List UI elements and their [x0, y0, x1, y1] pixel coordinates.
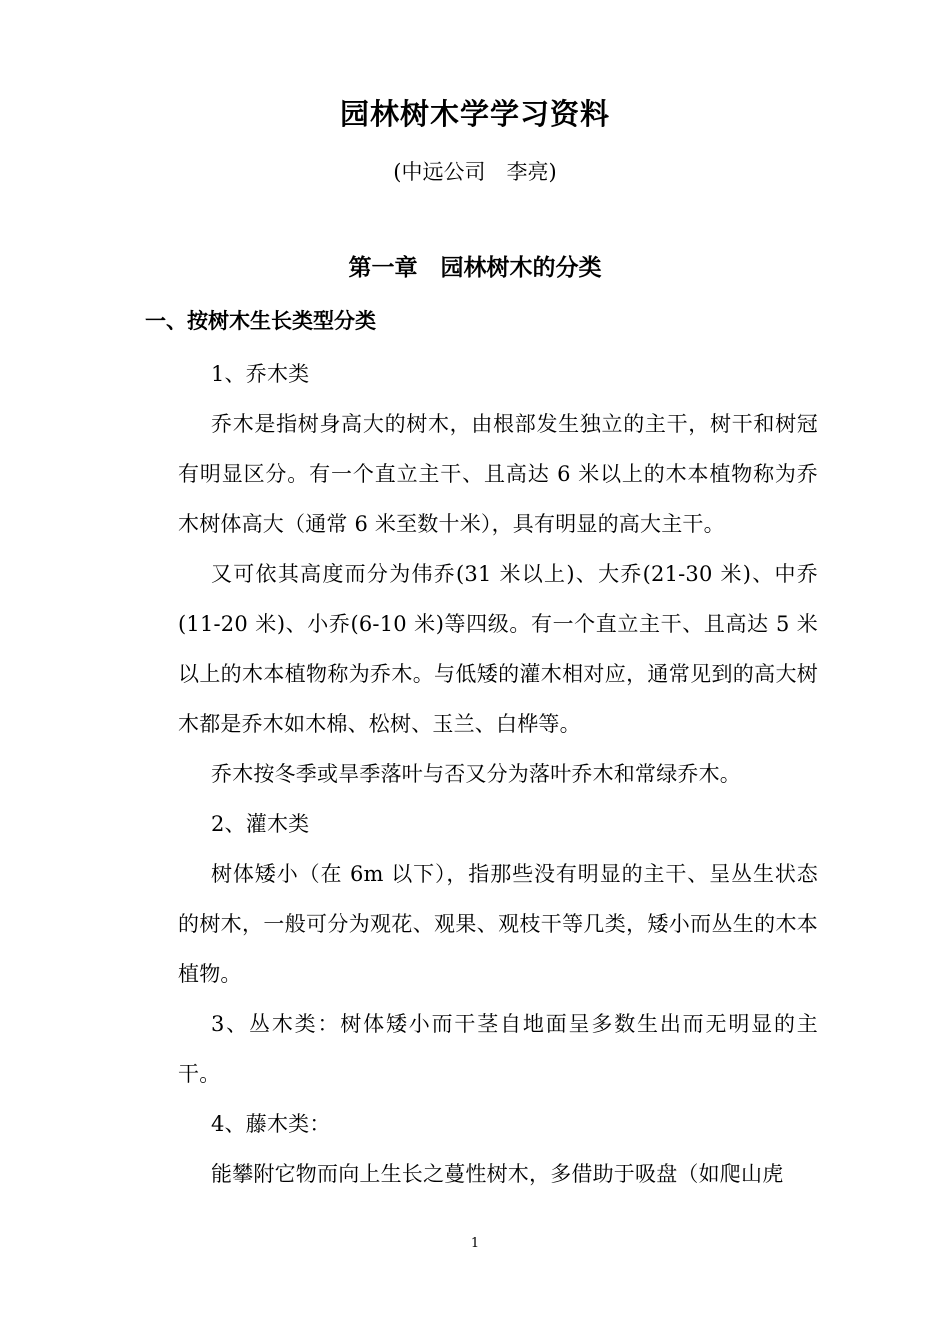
paragraph: 乔木按冬季或旱季落叶与否又分为落叶乔木和常绿乔木。: [211, 762, 741, 786]
chapter-heading: 第一章 园林树木的分类: [348, 255, 602, 281]
document-body: [178, 349, 818, 1199]
paragraph: 3、丛木类：树体矮小而干茎自地面呈多数生出而无明显的主干。: [178, 1012, 818, 1086]
paragraph: 能攀附它物而向上生长之蔓性树木，多借助于吸盘（如爬山虎: [211, 1162, 784, 1186]
page-number: 1: [470, 1236, 480, 1251]
subsection-heading-trees: 1、乔木类: [211, 362, 310, 386]
document-title: 园林树木学学习资料: [339, 97, 610, 131]
paragraph: 树体矮小（在 6m 以下），指那些没有明显的主干、呈丛生状态的树木，一般可分为观花、观果、观枝干等几类，矮小而丛生的木本植物。: [178, 862, 818, 986]
paragraph: 乔木是指树身高大的树木，由根部发生独立的主干，树干和树冠有明显区分。有一个直立主干、且高达 6 米以上的木本植物称为乔木树体高大（通常 6 米至数十米），具有明显的高大主干。: [178, 412, 818, 536]
section-heading: 一、按树木生长类型分类: [145, 309, 376, 333]
subsection-heading-shrubs: 2、灌木类: [211, 812, 310, 836]
document-subtitle: (中远公司 李亮): [393, 160, 557, 184]
paragraph: 又可依其高度而分为伟乔(31 米以上)、大乔(21-30 米)、中乔(11-20 米)、小乔(6-10 米)等四级。有一个直立主干、且高达 5 米以上的木本植物称为乔木。与低矮的灌木相对应，通常见到的高大树木都是乔木如木棉、松树、玉兰、白桦等。: [178, 562, 818, 736]
subsection-heading-vines: 4、藤木类：: [211, 1112, 331, 1136]
